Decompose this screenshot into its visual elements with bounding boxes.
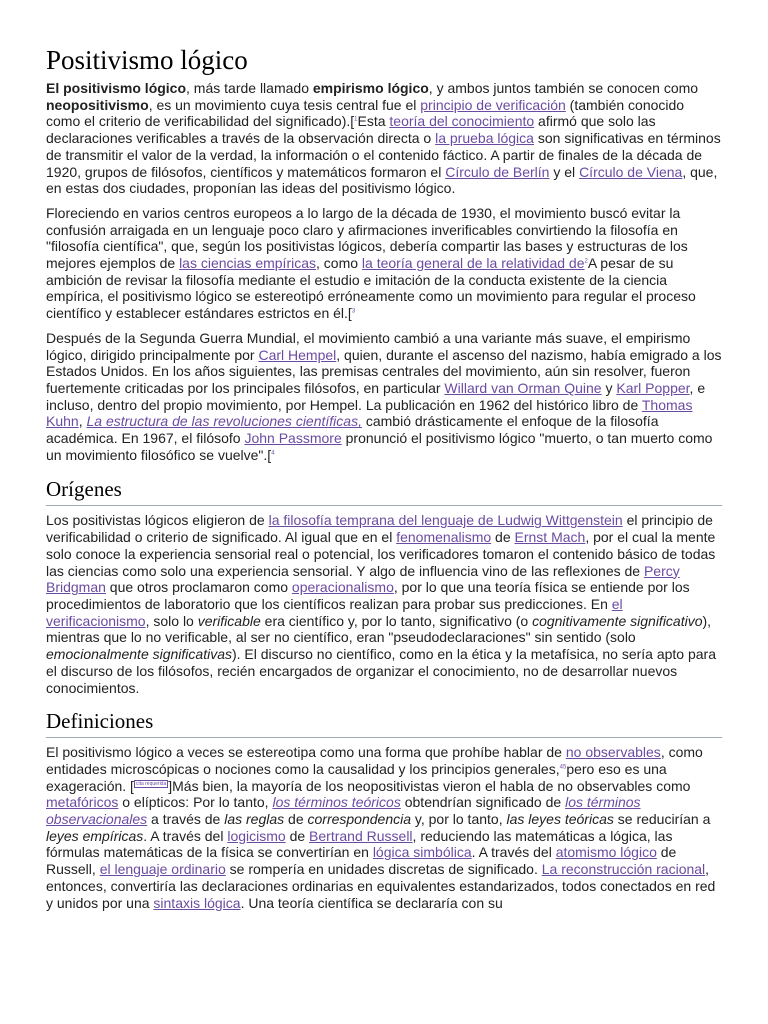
text: que otros proclamaron como [105,579,292,596]
text: ]Más bien, la mayoría de los neopositivistas vieron el habla de no observables como [168,777,691,794]
text: El positivismo lógico a veces se estereotipa como una forma que prohíbe hablar de [46,744,566,761]
text: pero eso es una exageración. [ [46,760,667,794]
italic-term: las reglas [224,811,285,828]
text: Floreciendo en varios centros europeos a lo largo de la década de 1930, el movimiento buscó evitar la confusión arraigada en un lenguaje poco claro y afirmaciones inverificables convirtiendo la filosofía en "filosofía científica", que, según los positivistas lógicos, debería compartir las bases y estructuras de los mejores ejemplos de [46,204,688,272]
section-heading-origenes: Orígenes [46,476,722,506]
text: (también conocido como el criterio de verificabilidad del significado).[ [46,96,685,130]
text: , quien, durante el ascenso del nazismo, había emigrado a los Estados Unidos. En los años siguientes, las premisas centrales del movimiento, aún sin resolver, fueron fuertemente criticadas por los principales filósofos, en particular [46,346,722,396]
link-wittgenstein[interactable]: la filosofía temprana del lenguaje de Ludwig Wittgenstein [268,512,623,529]
text: Los positivistas lógicos eligieron de [46,512,269,529]
text: y, por lo tanto, [411,811,507,828]
text: , como entidades microscópicas o nociones como la causalidad y los principios generales, [46,744,703,777]
link-metaforicos[interactable]: metafóricos [46,794,119,811]
text: o elípticos: Por lo tanto, [118,794,273,811]
link-bertrand-russell[interactable]: Bertrand Russell [309,827,413,844]
text: , [78,413,87,430]
bold-term: neopositivismo [46,96,149,113]
link-quine[interactable]: Willard van Orman Quine [444,379,602,396]
link-carl-hempel[interactable]: Carl Hempel [258,346,337,363]
text: se reducirían a [613,811,711,828]
ref-link[interactable]: 4 [271,450,275,457]
link-terminos-observacionales[interactable]: los términos observacionales [46,794,641,828]
ref-link[interactable]: 1 [354,116,358,123]
text: , y ambos juntos también se conocen como [428,80,699,96]
text: . A través del [143,827,228,844]
text: , e incluso, dentro del propio movimiento, por Hempel. La publicación en 1962 del histórico libro de [46,379,706,413]
text: ), mientras que lo no verificable, al ser no científico, eran "pseudodeclaraciones" sin sentido (solo [46,612,712,646]
italic-term: verificable [197,612,261,629]
italic-term: cognitivamente significativo [532,612,703,629]
text: ). El discurso no científico, como en la ética y la metafísica, no sería apto para el discurso de los filósofos, recién encargados de organizar el conocimiento, no de desarrollar nuevos conocimientos. [46,646,716,696]
ref-link[interactable]: 2 [584,258,588,265]
text: , solo lo [145,612,198,629]
text: y el [549,163,580,180]
link-principio-verificacion[interactable]: principio de verificación [420,96,566,113]
link-circulo-berlin[interactable]: Círculo de Berlín [445,163,550,180]
text: , por lo que una teoría física se entiende por los procedimientos de laboratorio que los científicos realizan para probar sus predicciones. En [46,579,690,612]
text: de [491,529,515,546]
link-atomismo-logico[interactable]: atomismo lógico [555,844,657,861]
text: de Russell, [46,844,677,878]
link-operacionalismo[interactable]: operacionalismo [291,579,394,596]
text: obtendrían significado de [400,794,566,811]
link-ernst-mach[interactable]: Ernst Mach [514,529,586,546]
citation-needed-tag[interactable]: cita requerida [135,780,167,787]
link-reconstruccion-racional[interactable]: La reconstrucción racional [541,861,706,878]
link-relatividad[interactable]: la teoría general de la relatividad de [361,255,585,272]
italic-term: leyes empíricas [46,827,144,844]
link-ciencias-empiricas[interactable]: las ciencias empíricas [179,255,316,272]
link-estructura-revoluciones[interactable]: La estructura de las revoluciones científicas, [86,413,362,430]
link-teoria-conocimiento[interactable]: teoría del conocimiento [389,113,535,130]
text: pronunció el positivismo lógico "muerto, o tan muerto como un movimiento filosófico se vuelve".[ [46,430,713,463]
link-logica-simbolica[interactable]: lógica simbólica [372,844,472,861]
link-verificacionismo[interactable]: el verificacionismo [46,595,623,629]
text: , por el cual la mente solo conoce la experiencia sensorial real o potencial, los verificadores tomaron el contenido básico de todas las ciencias como solo una experiencia sensorial. Y algo de influencia vino de las reflexiones de [46,529,716,579]
link-no-observables[interactable]: no observables [565,744,661,761]
link-circulo-viena[interactable]: Círculo de Viena [579,163,683,180]
text: , es un movimiento cuya tesis central fue el [148,96,421,113]
section-heading-definiciones: Definiciones [46,708,722,738]
italic-term: correspondencia [307,811,412,828]
text: afirmó que solo las declaraciones verificables a través de la observación directa o [46,113,656,147]
link-percy-bridgman[interactable]: Percy Bridgman [46,562,680,596]
bold-term: empirismo lógico [312,80,429,96]
origenes-paragraph [46,512,722,696]
text: , como [316,255,362,272]
link-john-passmore[interactable]: John Passmore [244,430,342,447]
italic-term: las leyes teóricas [506,811,614,828]
text: A pesar de su ambición de revisar la filosofía mediante el estudio e imitación de la conducta existente de la ciencia empírica, el positivismo lógico se estereotipó erróneamente como un movimiento para regular el proceso científico y establecer estándares estrictos en él.[ [46,255,696,322]
text: . A través del [471,844,556,861]
link-sintaxis-logica[interactable]: sintaxis lógica [153,894,241,911]
definiciones-paragraph [46,744,722,911]
page-title: Positivismo lógico [46,45,248,75]
link-thomas-kuhn[interactable]: Thomas Kuhn [46,396,693,430]
text: , más tarde llamado [186,80,313,96]
link-lenguaje-ordinario[interactable]: el lenguaje ordinario [99,861,226,878]
text: , que, en estas dos ciudades, proponían las ideas del positivismo lógico. [46,163,718,197]
link-fenomenalismo[interactable]: fenomenalismo [396,529,492,546]
link-logicismo[interactable]: logicismo [227,827,286,844]
link-terminos-teoricos[interactable]: los términos teóricos [272,794,401,811]
text: Esta [357,113,390,130]
link-prueba-logica[interactable]: la prueba lógica [435,130,534,147]
text: son significativas en términos de transmitir el valor de la verdad, la información o el contenido fáctico. A partir de finales de la década de 1920, grupos de filósofos, científicos y matemáticos formaron el [46,130,721,180]
intro-paragraph-1 [46,80,722,197]
text: se rompería en unidades discretas de significado. [225,861,542,878]
bold-term: El positivismo lógico [46,80,187,96]
text: cambió drásticamente el enfoque de la filosofía académica. En 1967, el filósofo [46,413,659,447]
text: el principio de verificabilidad o criterio de significado. Al igual que en el [46,512,713,546]
link-karl-popper[interactable]: Karl Popper [616,379,690,396]
ref-link[interactable]: 3 [351,308,356,315]
text: . Una teoría científica se declararía con su [240,894,503,911]
text: de [284,811,308,828]
text: era científico y, por lo tanto, significativo (o [260,612,533,629]
text: de [285,827,310,844]
intro-paragraph-2 [46,205,722,322]
italic-term: emocionalmente significativas [46,646,232,663]
text: , reduciendo las matemáticas a lógica, las fórmulas matemáticas de la física se convertirían en [46,827,673,861]
text: a través de [147,811,225,828]
text: Después de la Segunda Guerra Mundial, el movimiento cambió a una variante más suave, el empirismo lógico, dirigido principalmente por [46,329,691,363]
text: y [601,379,617,396]
intro-paragraph-3 [46,330,722,464]
text: , entonces, convertiría las declaraciones ordinarias en equivalentes estandarizados, todos conectados en red y unidos por una [46,861,716,911]
ref-link[interactable]: 45 [559,764,567,771]
